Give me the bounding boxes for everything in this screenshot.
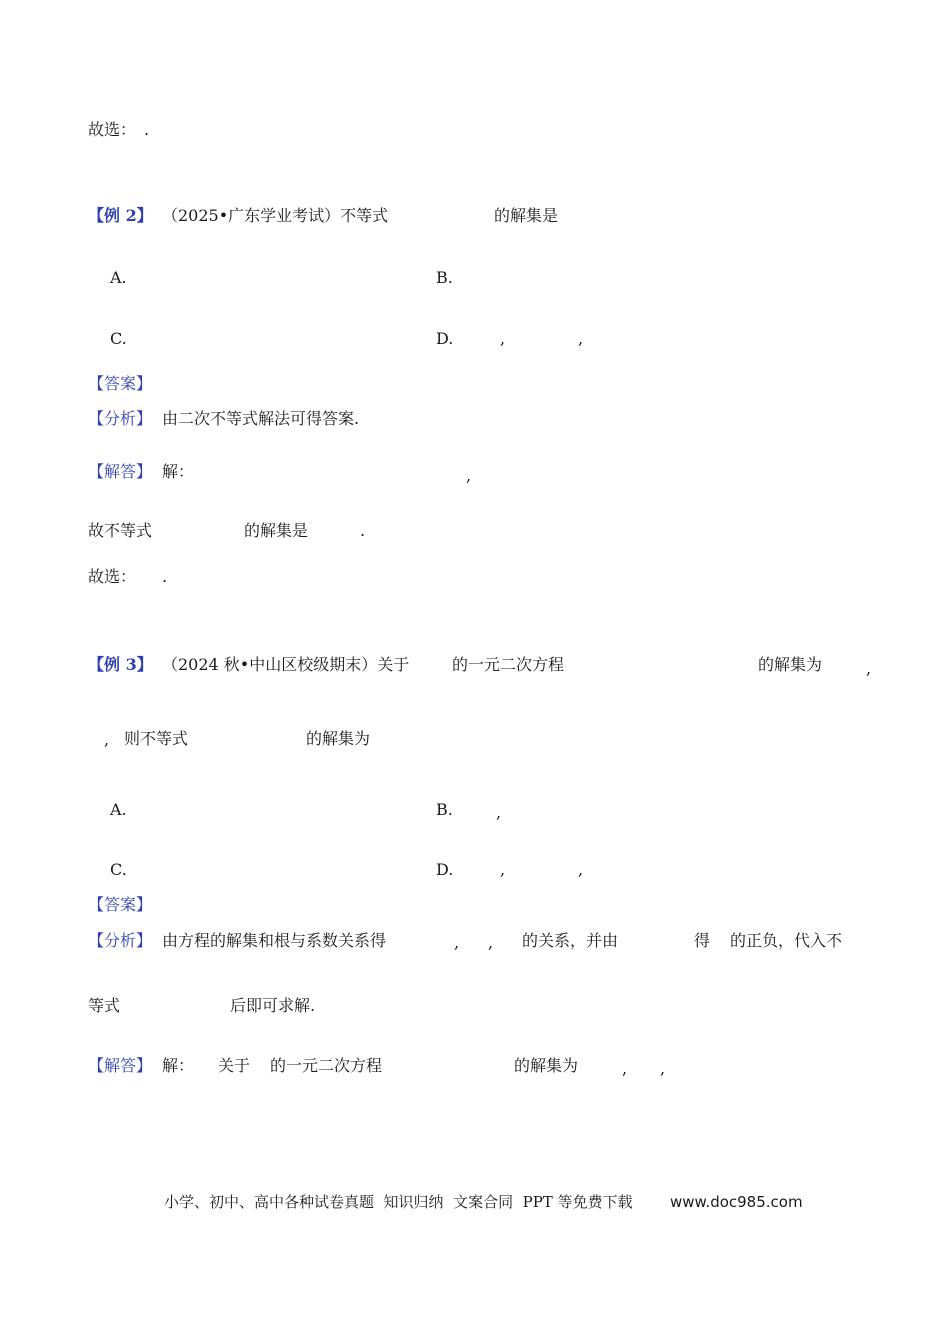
analysis-text: 由二次不等式解法可得答案. <box>162 409 360 428</box>
analysis-line-2-end: 后即可求解. <box>230 996 316 1015</box>
solution-line-2-end: . <box>360 521 366 540</box>
answer-tag: 【答案】 <box>88 895 153 914</box>
example-3-question-mid: 的一元二次方程 <box>452 655 565 674</box>
option-a: A. <box>110 800 127 819</box>
example-2-tag: 【例 2】 <box>88 206 153 225</box>
analysis-text: 由方程的解集和根与系数关系得 <box>162 931 387 950</box>
example-3-question: （2024 秋•中山区校级期末）关于 <box>162 655 410 674</box>
analysis-comma: , <box>488 933 494 952</box>
option-c: C. <box>110 329 127 348</box>
option-d-comma: , <box>500 329 506 348</box>
solution-text-3: 的一元二次方程 <box>270 1056 383 1075</box>
footer-url[interactable]: www.doc985.com <box>670 1193 803 1211</box>
solution-line-2: 故不等式 <box>88 521 153 540</box>
example-2-question-end: 的解集是 <box>494 206 559 225</box>
analysis-tag: 【分析】 <box>88 931 153 950</box>
answer-tag: 【答案】 <box>88 374 153 393</box>
solution-line-2-mid: 的解集是 <box>244 521 309 540</box>
option-c: C. <box>110 860 127 879</box>
analysis-text-3: 得 <box>694 931 711 950</box>
solution-tag: 【解答】 <box>88 1056 153 1075</box>
option-b: B. <box>436 268 453 287</box>
option-b: B. <box>436 800 453 819</box>
example-3-line-2-end: 的解集为 <box>306 729 371 748</box>
footer-text: 小学、初中、高中各种试卷真题 知识归纳 文案合同 PPT 等免费下载 <box>164 1193 633 1211</box>
solution-text-2: 关于 <box>218 1056 251 1075</box>
example-2-question: （2025•广东学业考试）不等式 <box>162 206 389 225</box>
analysis-comma: , <box>454 933 460 952</box>
example-3-question-end: 的解集为 <box>758 655 823 674</box>
solution-comma: , <box>660 1059 666 1078</box>
option-d-comma: , <box>578 329 584 348</box>
analysis-text-4: 的正负，代入不 <box>730 931 843 950</box>
select-line: 故选： . <box>88 120 150 139</box>
solution-text-4: 的解集为 <box>514 1056 579 1075</box>
solution-comma: , <box>622 1059 628 1078</box>
select-line-2: 故选： <box>88 567 137 586</box>
solution-text: 解： <box>162 462 195 481</box>
analysis-text-2: 的关系，并由 <box>522 931 619 950</box>
example-3-tag: 【例 3】 <box>88 655 153 674</box>
select-dot: . <box>162 567 168 586</box>
solution-tag: 【解答】 <box>88 462 153 481</box>
option-d: D. <box>436 860 454 879</box>
analysis-tag: 【分析】 <box>88 409 153 428</box>
solution-text: 解： <box>162 1056 195 1075</box>
option-d-comma: , <box>500 860 506 879</box>
example-3-line-2-comma: , <box>104 730 110 749</box>
option-d: D. <box>436 329 454 348</box>
option-d-comma: , <box>578 860 584 879</box>
example-3-line-2: 则不等式 <box>124 729 189 748</box>
example-3-comma: , <box>866 659 872 678</box>
analysis-line-2: 等式 <box>88 996 121 1015</box>
option-a: A. <box>110 268 127 287</box>
option-b-comma: , <box>496 803 502 822</box>
solution-comma: , <box>466 466 472 485</box>
